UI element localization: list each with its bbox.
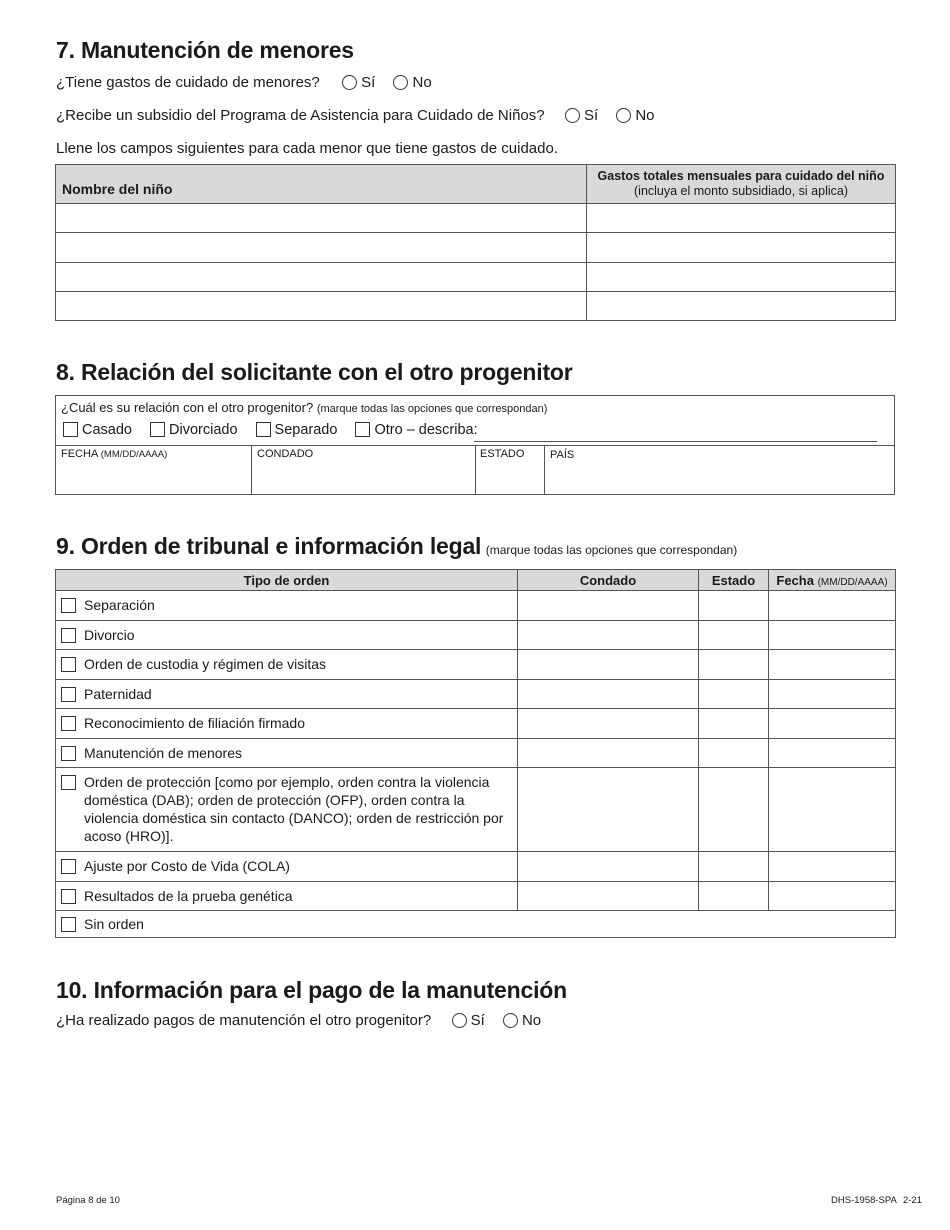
county-label: CONDADO <box>257 448 314 460</box>
date-input[interactable] <box>769 709 896 739</box>
order-type-cell <box>56 680 518 709</box>
county-input[interactable] <box>518 621 699 650</box>
form-revision: 2-21 <box>902 1195 922 1206</box>
order-type-cell <box>56 650 518 680</box>
child-care-expenses-no-radio[interactable] <box>393 75 408 90</box>
section-9-note: (marque todas las opciones que correspondan) <box>485 543 738 557</box>
divorced-label: Divorciado <box>169 422 238 438</box>
child-care-expenses-question <box>56 74 446 91</box>
child-care-table <box>55 164 896 321</box>
other-label: Otro – describa: <box>374 422 478 438</box>
date-header <box>769 570 896 591</box>
state-field[interactable] <box>476 445 545 494</box>
state-input[interactable] <box>699 739 769 768</box>
table-row <box>56 852 896 882</box>
table-row <box>56 709 896 739</box>
child-name-header: Nombre del niño <box>56 165 587 204</box>
monthly-cost-input[interactable] <box>587 233 896 263</box>
date-input[interactable] <box>769 680 896 709</box>
state-input[interactable] <box>699 650 769 680</box>
married-checkbox[interactable] <box>63 422 78 437</box>
date-field[interactable] <box>56 445 252 494</box>
state-input[interactable] <box>699 852 769 882</box>
yes-label: Sí <box>583 107 599 124</box>
no-order-checkbox[interactable] <box>61 917 76 932</box>
question-text: ¿Ha realizado pagos de manutención el otro progenitor? <box>56 1012 432 1029</box>
order-type-label: Sin orden <box>84 916 144 932</box>
state-input[interactable] <box>699 768 769 852</box>
date-label-text: FECHA <box>61 448 98 460</box>
order-type-label: Reconocimiento de filiación firmado <box>84 715 305 731</box>
state-label: ESTADO <box>480 448 525 460</box>
child-care-expenses-yes-radio[interactable] <box>342 75 357 90</box>
yes-label: Sí <box>361 74 376 91</box>
table-row <box>56 882 896 911</box>
order-type-cell <box>56 739 518 768</box>
monthly-cost-input[interactable] <box>587 204 896 233</box>
county-header: Condado <box>518 570 699 591</box>
order-type-header: Tipo de orden <box>56 570 518 591</box>
order-type-label: Resultados de la prueba genética <box>84 888 293 904</box>
county-field[interactable] <box>252 445 476 494</box>
table-row <box>56 680 896 709</box>
county-input[interactable] <box>518 709 699 739</box>
county-input[interactable] <box>518 739 699 768</box>
divorced-checkbox[interactable] <box>150 422 165 437</box>
state-input[interactable] <box>699 680 769 709</box>
child-care-instruction: Llene los campos siguientes para cada menor que tiene gastos de cuidado. <box>56 140 558 157</box>
date-input[interactable] <box>769 852 896 882</box>
no-label: No <box>635 107 655 124</box>
order-type-label: Separación <box>84 597 155 613</box>
section-9-heading <box>56 533 737 560</box>
date-input[interactable] <box>769 739 896 768</box>
separated-checkbox[interactable] <box>256 422 271 437</box>
question-text: ¿Tiene gastos de cuidado de menores? <box>56 74 320 91</box>
date-input[interactable] <box>769 768 896 852</box>
table-row <box>56 768 896 852</box>
relationship-question-note: (marque todas las opciones que correspondan) <box>316 403 548 415</box>
relationship-question <box>61 400 547 415</box>
state-input[interactable] <box>699 882 769 911</box>
recognition-parentage-checkbox[interactable] <box>61 716 76 731</box>
order-type-cell <box>56 882 518 911</box>
form-id <box>831 1195 922 1206</box>
no-label: No <box>412 74 432 91</box>
state-input[interactable] <box>699 591 769 621</box>
county-input[interactable] <box>518 852 699 882</box>
section-9-title: 9. Orden de tribunal e información legal <box>56 533 482 559</box>
child-name-input[interactable] <box>56 204 587 233</box>
country-label: PAÍS <box>550 449 575 461</box>
date-input[interactable] <box>769 591 896 621</box>
relationship-question-text: ¿Cuál es su relación con el otro progenitor? <box>61 400 314 415</box>
form-id-text: DHS-1958-SPA <box>831 1195 897 1206</box>
divorce-checkbox[interactable] <box>61 628 76 643</box>
separated-label: Separado <box>274 422 338 438</box>
date-label <box>56 445 251 460</box>
section-7-title: 7. Manutención de menores <box>56 37 354 63</box>
table-row <box>56 591 896 621</box>
subsidy-question <box>56 107 669 124</box>
separation-checkbox[interactable] <box>61 598 76 613</box>
date-input[interactable] <box>769 650 896 680</box>
section-10-title: 10. Información para el pago de la manutención <box>56 977 567 1003</box>
relationship-options <box>63 422 478 438</box>
monthly-cost-input[interactable] <box>587 263 896 292</box>
order-type-label: Divorcio <box>84 627 135 643</box>
other-describe-input[interactable] <box>474 440 877 442</box>
county-input[interactable] <box>518 768 699 852</box>
payments-yes-radio[interactable] <box>452 1013 467 1028</box>
table-row <box>56 650 896 680</box>
court-order-table <box>55 569 896 938</box>
state-input[interactable] <box>699 621 769 650</box>
date-header-text: Fecha <box>776 572 814 588</box>
order-type-cell <box>56 709 518 739</box>
yes-label: Sí <box>470 1012 485 1029</box>
table-row <box>56 911 896 938</box>
protection-order-checkbox[interactable] <box>61 775 76 790</box>
genetic-test-checkbox[interactable] <box>61 889 76 904</box>
custody-visitation-checkbox[interactable] <box>61 657 76 672</box>
cola-checkbox[interactable] <box>61 859 76 874</box>
monthly-cost-subtitle: (incluya el monto subsidiado, si aplica) <box>634 184 848 198</box>
order-type-label: Orden de protección [como por ejemplo, orden contra la violencia doméstica (DAB); orden de protección (OFP), orden contra la violencia doméstica sin contacto (DANCO); orden de restricción por acoso (HRO)]. <box>84 774 504 844</box>
monthly-cost-header <box>587 165 896 204</box>
child-name-input[interactable] <box>56 292 587 321</box>
order-type-label: Paternidad <box>84 686 152 702</box>
table-row <box>56 739 896 768</box>
child-support-checkbox[interactable] <box>61 746 76 761</box>
date-input[interactable] <box>769 621 896 650</box>
paternity-checkbox[interactable] <box>61 687 76 702</box>
monthly-cost-title: Gastos totales mensuales para cuidado del niño <box>597 169 885 183</box>
other-checkbox[interactable] <box>355 422 370 437</box>
state-input[interactable] <box>699 709 769 739</box>
order-type-label: Ajuste por Costo de Vida (COLA) <box>84 858 290 874</box>
order-type-cell <box>56 852 518 882</box>
relationship-box <box>55 395 895 495</box>
date-input[interactable] <box>769 882 896 911</box>
subsidy-yes-radio[interactable] <box>565 108 580 123</box>
county-input[interactable] <box>518 650 699 680</box>
order-type-cell <box>56 911 896 938</box>
order-type-label: Manutención de menores <box>84 745 242 761</box>
county-input[interactable] <box>518 591 699 621</box>
order-type-label: Orden de custodia y régimen de visitas <box>84 656 327 672</box>
date-header-format: (MM/DD/AAAA) <box>817 576 888 588</box>
child-name-input[interactable] <box>56 233 587 263</box>
country-field[interactable] <box>545 445 894 494</box>
state-header: Estado <box>699 570 769 591</box>
county-input[interactable] <box>518 882 699 911</box>
payments-question <box>56 1012 555 1029</box>
section-8-title: 8. Relación del solicitante con el otro progenitor <box>56 359 573 385</box>
order-type-cell <box>56 591 518 621</box>
payments-no-radio[interactable] <box>503 1013 518 1028</box>
monthly-cost-input[interactable] <box>587 292 896 321</box>
married-label: Casado <box>82 422 132 438</box>
county-input[interactable] <box>518 680 699 709</box>
order-type-cell <box>56 768 518 852</box>
no-label: No <box>521 1012 542 1029</box>
question-text: ¿Recibe un subsidio del Programa de Asistencia para Cuidado de Niños? <box>56 107 545 124</box>
child-name-input[interactable] <box>56 263 587 292</box>
date-format: (MM/DD/AAAA) <box>100 449 168 460</box>
subsidy-no-radio[interactable] <box>616 108 631 123</box>
table-row <box>56 621 896 650</box>
page-number: Página 8 de 10 <box>56 1195 120 1206</box>
order-type-cell <box>56 621 518 650</box>
